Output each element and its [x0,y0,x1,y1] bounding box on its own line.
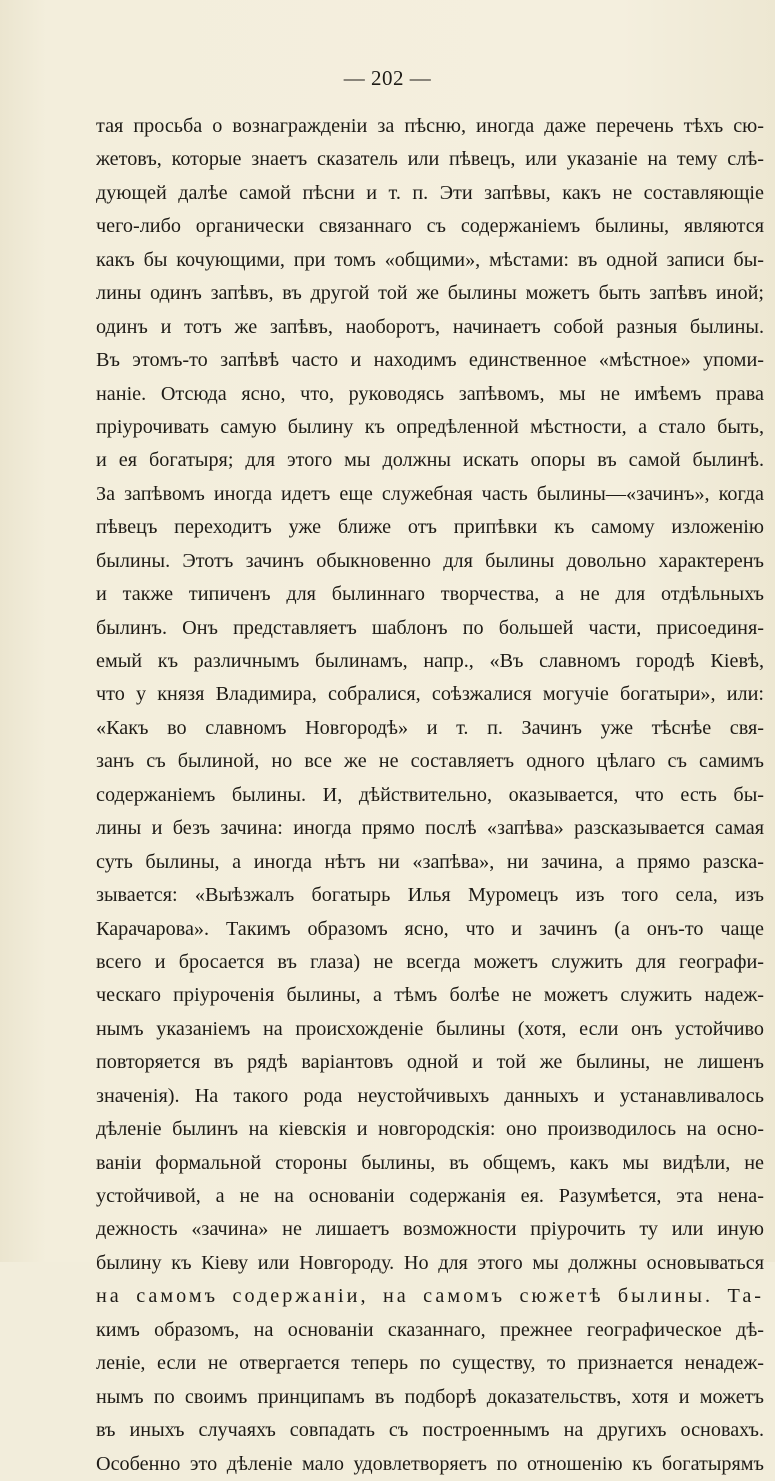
text-line: жетовъ, которые знаетъ сказатель или пѣвецъ, или указаніе на тему слѣ- [96,148,764,171]
text-line: нымъ указаніемъ на происхожденіе былины (хотя, если онъ устойчиво [96,1017,764,1040]
text-line: «Какъ во славномъ Новгородѣ» и т. п. Зачинъ уже тѣснѣе свя- [96,716,764,739]
text-line: лины и безъ зачина: иногда прямо послѣ «запѣва» разсказывается самая [96,817,764,840]
text-line: Особенно это дѣленіе мало удовлетворяетъ по отношенію къ богатырямъ [96,1452,764,1475]
text-line: суть былины, а иногда нѣтъ ни «запѣва», ни зачина, а прямо разска- [96,850,764,873]
text-line: содержаніемъ былины. И, дѣйствительно, оказывается, что есть бы- [96,783,764,806]
text-line: Въ этомъ-то запѣвѣ часто и находимъ единственное «мѣстное» упоми- [96,349,764,372]
text-line: тая просьба о вознагражденіи за пѣсню, иногда даже перечень тѣхъ сю- [96,115,764,137]
text-line: значенія). На такого рода неустойчивыхъ данныхъ и устанавливалось [96,1084,764,1107]
text-line: что у князя Владимира, собралися, соѣзжалися могучіе богатыри», или: [96,683,764,706]
text-line: какъ бы кочующими, при томъ «общими», мѣстами: въ одной записи бы- [96,248,764,271]
page-number: — 202 — [343,66,432,90]
text-line: устойчивой, а не на основаніи содержанія ея. Разумѣется, эта нена- [96,1185,764,1207]
text-line: Карачарова». Такимъ образомъ ясно, что и зачинъ (а онъ-то чаще [96,917,764,940]
text-line: и ея богатыря; для этого мы должны искать опоры въ самой былинѣ. [96,449,764,472]
text-line: дующей далѣе самой пѣсни и т. п. Эти запѣвы, какъ не составляющіе [96,181,764,204]
text-line: всего и бросается въ глаза) не всегда можетъ служить для географи- [96,950,764,973]
text-line: чего-либо органически связаннаго съ содержаніемъ былины, являются [96,215,764,238]
text-line: былину къ Кіеву или Новгороду. Но для этого мы должны основываться [96,1251,764,1274]
text-line: пѣвецъ переходитъ уже ближе отъ припѣвки къ самому изложенію [96,516,764,539]
text-line: зывается: «Выѣзжалъ богатырь Илья Муромецъ изъ того села, изъ [96,884,764,907]
body-text [96,110,764,1481]
text-line: пріурочивать самую былину къ опредѣленной мѣстности, а стало быть, [96,415,764,438]
text-line: За запѣвомъ иногда идетъ еще служебная часть былины—«зачинъ», когда [96,482,764,505]
text-line: повторяется въ рядѣ варіантовъ одной и той же былины, не лишенъ [96,1051,764,1074]
text-line: дежность «зачина» не лишаетъ возможности пріурочить ту или иную [96,1218,764,1241]
text-line: въ иныхъ случаяхъ совпадать съ построеннымъ на другихъ основахъ. [96,1419,764,1442]
text-line: ваніи формальной стороны былины, въ общемъ, какъ мы видѣли, не [96,1151,764,1174]
text-line: одинъ и тотъ же запѣвъ, наоборотъ, начинаетъ собой разныя былины. [96,315,764,338]
text-line: на самомъ содержаніи, на самомъ сюжетѣ былины. Та- [96,1285,764,1308]
text-line: занъ съ былиной, но все же не составляетъ одного цѣлаго съ самимъ [96,750,764,773]
text-line: леніе, если не отвергается теперь по существу, то признается ненадеж- [96,1352,764,1375]
text-line: ческаго пріуроченія былины, а тѣмъ болѣе не можетъ служить надеж- [96,984,764,1007]
text-line: былинъ. Онъ представляетъ шаблонъ по большей части, присоединя- [96,616,764,639]
text-line: лины одинъ запѣвъ, въ другой той же былины можетъ быть запѣвъ иной; [96,282,764,305]
text-line: и также типиченъ для былиннаго творчества, а не для отдѣльныхъ [96,583,764,606]
text-line: емый къ различнымъ былинамъ, напр., «Въ славномъ городѣ Кіевѣ, [96,650,764,672]
text-line: наніе. Отсюда ясно, что, руководясь запѣвомъ, мы не имѣемъ права [96,382,764,405]
text-line: нымъ по своимъ принципамъ въ подборѣ доказательствъ, хотя и можетъ [96,1385,764,1408]
text-line: кимъ образомъ, на основаніи сказаннаго, прежнее географическое дѣ- [96,1318,764,1341]
text-line: былины. Этотъ зачинъ обыкновенно для былины довольно характеренъ [96,549,764,572]
text-line: дѣленіе былинъ на кіевскія и новгородскія: оно производилось на осно- [96,1118,764,1141]
